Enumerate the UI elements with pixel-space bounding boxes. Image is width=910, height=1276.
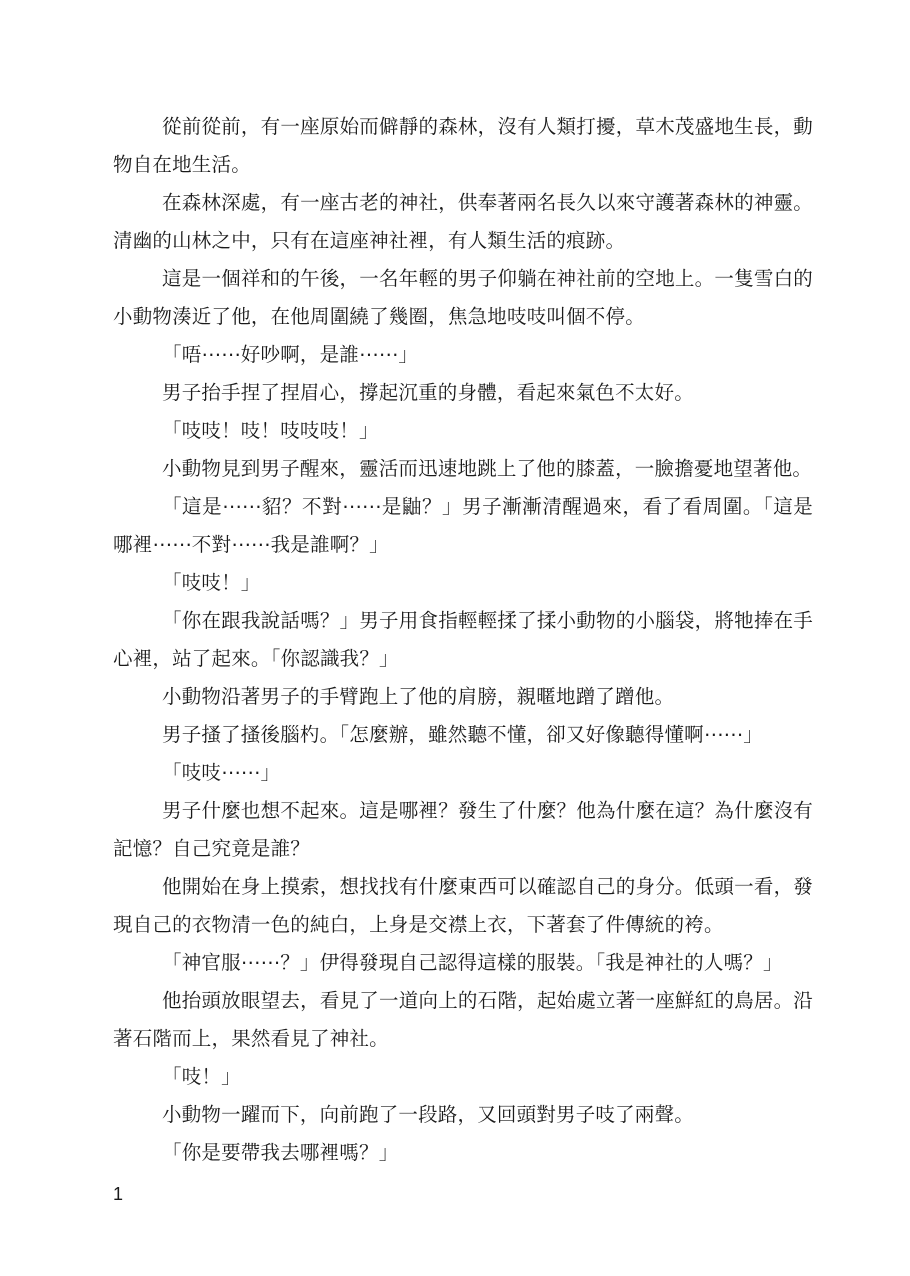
paragraph: 「吱！」 xyxy=(162,1065,241,1088)
paragraph: 他開始在身上摸索，想找找有什麼東西可以確認自己的身分。低頭一看，發現自己的衣物清一色的純白，上身是交襟上衣，下著套了件傳統的袴。 xyxy=(113,875,813,936)
paragraph: 男子抬手捏了捏眉心，撐起沉重的身體，看起來氣色不太好。 xyxy=(162,381,694,404)
paragraph: 「你是要帶我去哪裡嗎？」 xyxy=(162,1141,399,1164)
page-number: 1 xyxy=(113,1184,124,1204)
paragraph: 「唔⋯⋯好吵啊，是誰⋯⋯」 xyxy=(162,343,419,366)
paragraph: 小動物沿著男子的手臂跑上了他的肩膀，親暱地蹭了蹭他。 xyxy=(162,685,675,708)
paragraph: 「吱吱⋯⋯」 xyxy=(162,761,281,784)
paragraph: 「神官服⋯⋯？」伊得發現自己認得這樣的服裝。「我是神社的人嗎？」 xyxy=(162,951,783,974)
paragraph: 「這是⋯⋯貂？不對⋯⋯是鼬？」男子漸漸清醒過來，看了看周圍。「這是哪裡⋯⋯不對⋯⋯我是誰啊？」 xyxy=(113,495,813,556)
paragraph: 在森林深處，有一座古老的神社，供奉著兩名長久以來守護著森林的神靈。清幽的山林之中，只有在這座神社裡，有人類生活的痕跡。 xyxy=(113,191,813,252)
paragraph: 男子搔了搔後腦杓。「怎麼辦，雖然聽不懂，卻又好像聽得懂啊⋯⋯」 xyxy=(162,723,763,746)
paragraph: 「吱吱！吱！吱吱吱！」 xyxy=(162,419,379,442)
paragraph: 這是一個祥和的午後，一名年輕的男子仰躺在神社前的空地上。一隻雪白的小動物湊近了他，在他周圍繞了幾圈，焦急地吱吱叫個不停。 xyxy=(113,267,813,328)
paragraph: 小動物見到男子醒來，靈活而迅速地跳上了他的膝蓋，一臉擔憂地望著他。 xyxy=(162,457,813,480)
paragraph: 小動物一躍而下，向前跑了一段路，又回頭對男子吱了兩聲。 xyxy=(162,1103,694,1126)
paragraph: 「吱吱！」 xyxy=(162,571,261,594)
body-text xyxy=(113,108,813,1172)
paragraph: 從前從前，有一座原始而僻靜的森林，沒有人類打擾，草木茂盛地生長，動物自在地生活。 xyxy=(113,115,813,176)
paragraph: 「你在跟我說話嗎？」男子用食指輕輕揉了揉小動物的小腦袋，將牠捧在手心裡，站了起來。「你認識我？」 xyxy=(113,609,813,670)
paragraph: 男子什麼也想不起來。這是哪裡？發生了什麼？他為什麼在這？為什麼沒有記憶？自己究竟是誰？ xyxy=(113,799,813,860)
paragraph: 他抬頭放眼望去，看見了一道向上的石階，起始處立著一座鮮紅的鳥居。沿著石階而上，果然看見了神社。 xyxy=(113,989,813,1050)
